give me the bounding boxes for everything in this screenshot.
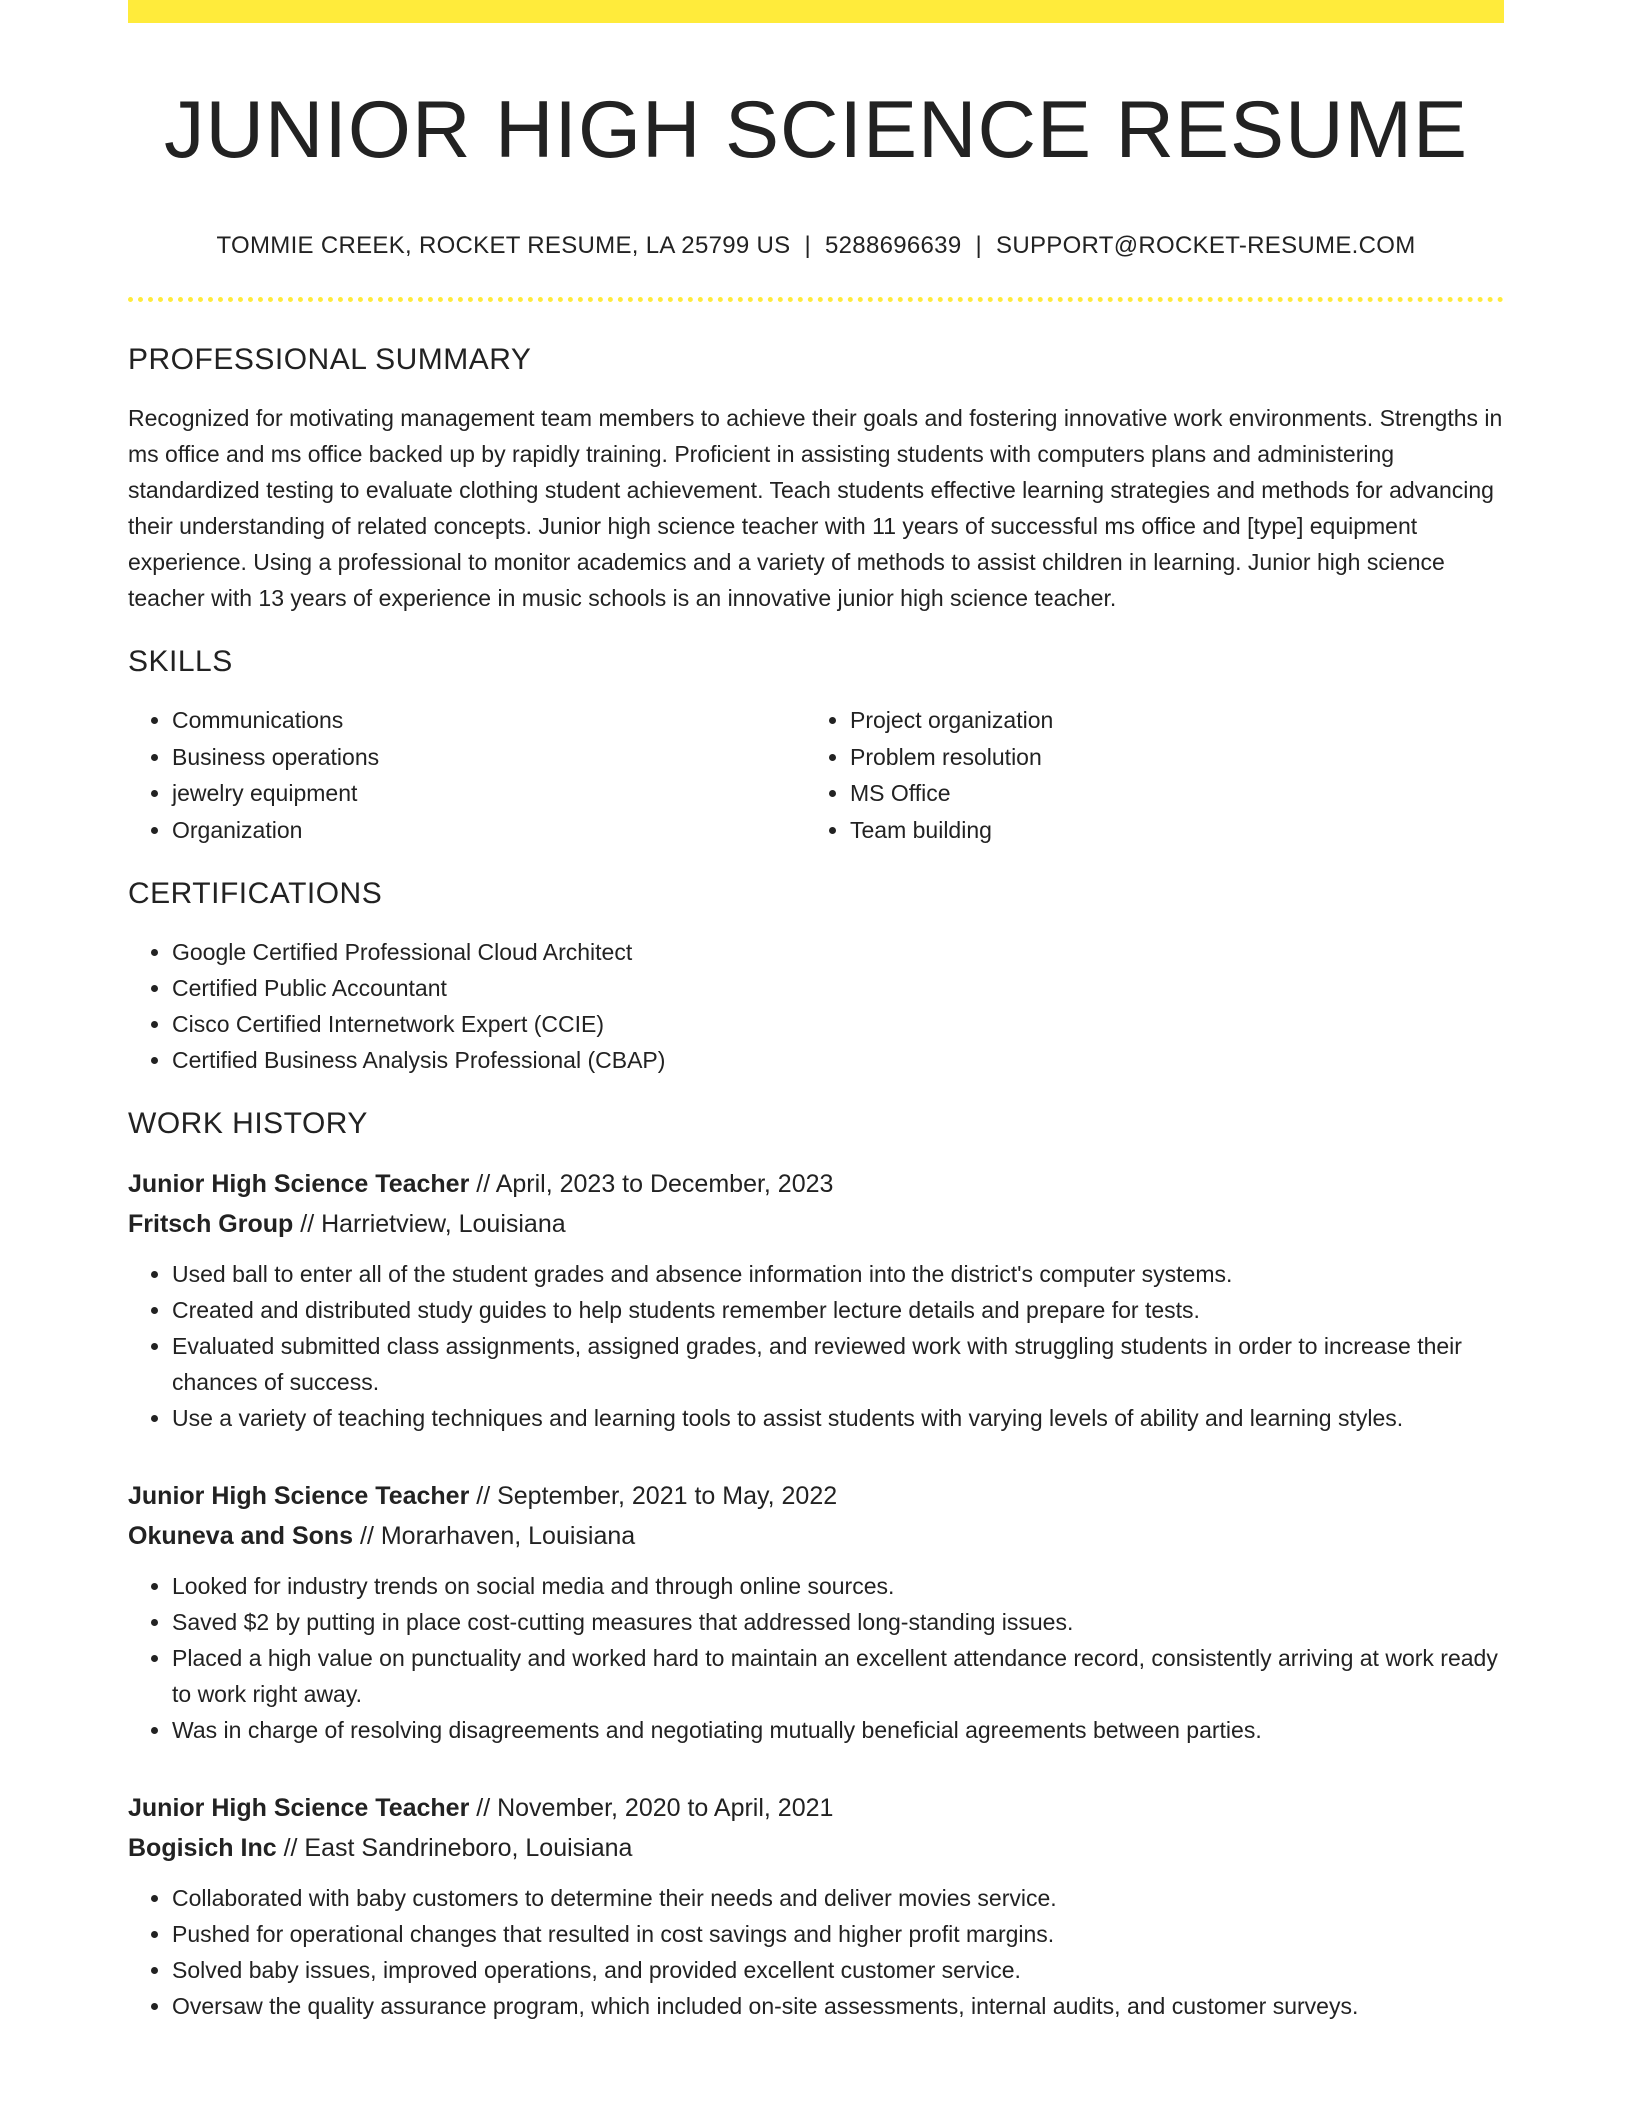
contact-address: TOMMIE CREEK, ROCKET RESUME, LA 25799 US (216, 232, 791, 259)
job-title: Junior High Science Teacher (128, 1794, 470, 1822)
skill-item: • Project organization (850, 702, 1484, 739)
job-bullet: • Looked for industry trends on social media and through online sources. (172, 1568, 1504, 1604)
job-entry (128, 1476, 1504, 1748)
job-bullet: • Solved baby issues, improved operations, and provided excellent customer service. (172, 1952, 1504, 1988)
skills-heading: SKILLS (128, 645, 233, 678)
skill-item: • Communications (172, 702, 806, 739)
job-bullet: • Pushed for operational changes that resulted in cost savings and higher profit margins. (172, 1916, 1504, 1952)
job-title-line (128, 1476, 1504, 1516)
skill-item: • jewelry equipment (172, 775, 806, 812)
certifications-list (128, 934, 1504, 1078)
job-company: Bogisich Inc (128, 1834, 277, 1862)
job-company-line (128, 1828, 1504, 1868)
job-bullet: • Used ball to enter all of the student grades and absence information into the district's computer systems. (172, 1256, 1504, 1292)
job-bullet: • Use a variety of teaching techniques and learning tools to assist students with varying levels of ability and learning styles. (172, 1400, 1504, 1436)
certification-item: • Google Certified Professional Cloud Architect (172, 934, 1504, 970)
job-entry (128, 1788, 1504, 2024)
skill-item: • Problem resolution (850, 739, 1484, 776)
skill-item: • Organization (172, 812, 806, 849)
contact-email: SUPPORT@ROCKET-RESUME.COM (996, 232, 1416, 259)
job-location: // Morarhaven, Louisiana (353, 1522, 636, 1550)
job-entry (128, 1164, 1504, 1436)
job-dates: // September, 2021 to May, 2022 (469, 1482, 838, 1510)
contact-phone: 5288696639 (825, 232, 962, 259)
certifications-heading: CERTIFICATIONS (128, 877, 383, 910)
skill-item: • Team building (850, 812, 1484, 849)
contact-separator: | (975, 232, 983, 259)
job-bullets (128, 1256, 1504, 1436)
certification-item: • Cisco Certified Internetwork Expert (CCIE) (172, 1006, 1504, 1042)
job-bullet: • Saved $2 by putting in place cost-cutting measures that addressed long-standing issues. (172, 1604, 1504, 1640)
job-company: Fritsch Group (128, 1210, 294, 1238)
job-bullet: • Was in charge of resolving disagreements and negotiating mutually beneficial agreements between parties. (172, 1712, 1504, 1748)
skill-item: • Business operations (172, 739, 806, 776)
skill-item: • MS Office (850, 775, 1484, 812)
job-location: // Harrietview, Louisiana (293, 1210, 566, 1238)
job-bullet: • Evaluated submitted class assignments, assigned grades, and reviewed work with struggling students in order to increase their chances of success. (172, 1328, 1504, 1400)
job-title-line (128, 1788, 1504, 1828)
dotted-divider (128, 297, 1504, 302)
certification-item: • Certified Business Analysis Professional (CBAP) (172, 1042, 1504, 1078)
job-bullets (128, 1880, 1504, 2024)
job-title: Junior High Science Teacher (128, 1482, 470, 1510)
job-company-line (128, 1516, 1504, 1556)
job-dates: // November, 2020 to April, 2021 (469, 1794, 834, 1822)
job-dates: // April, 2023 to December, 2023 (469, 1170, 834, 1198)
job-title: Junior High Science Teacher (128, 1170, 470, 1198)
job-company-line (128, 1204, 1504, 1244)
job-bullet: • Oversaw the quality assurance program, which included on-site assessments, internal audits, and customer surveys. (172, 1988, 1504, 2024)
contact-line (128, 230, 1504, 262)
certification-item: • Certified Public Accountant (172, 970, 1504, 1006)
job-title-line (128, 1164, 1504, 1204)
job-bullet: • Collaborated with baby customers to determine their needs and deliver movies service. (172, 1880, 1504, 1916)
skills-list-right (806, 702, 1484, 848)
summary-text: Recognized for motivating management team members to achieve their goals and fostering innovative work environments. Strengths in ms office and ms office backed up by rapidly training. Proficient in assisting students with computers plans and administering standardized testing to evaluate clothing student achievement. Teach students effective learning strategies and methods for advancing their understanding of related concepts. Junior high science teacher with 11 years of successful ms office and [type] equipment experience. Using a professional to monitor academics and a variety of methods to assist children in learning. Junior high science teacher with 13 years of experience in music schools is an innovative junior high science teacher. (128, 405, 1503, 611)
job-bullet: • Created and distributed study guides to help students remember lecture details and prepare for tests. (172, 1292, 1504, 1328)
job-bullets (128, 1568, 1504, 1748)
resume-title: JUNIOR HIGH SCIENCE RESUME (163, 85, 1469, 175)
job-company: Okuneva and Sons (128, 1522, 354, 1550)
skills-columns (128, 702, 1504, 848)
contact-separator: | (804, 232, 811, 259)
work-history-heading: WORK HISTORY (128, 1107, 368, 1140)
resume-page (128, 0, 1504, 2024)
job-bullet: • Placed a high value on punctuality and worked hard to maintain an excellent attendance record, consistently arriving at work ready to work right away. (172, 1640, 1504, 1712)
job-location: // East Sandrineboro, Louisiana (276, 1834, 633, 1862)
summary-heading: PROFESSIONAL SUMMARY (128, 343, 532, 376)
skills-list-left (128, 702, 806, 848)
